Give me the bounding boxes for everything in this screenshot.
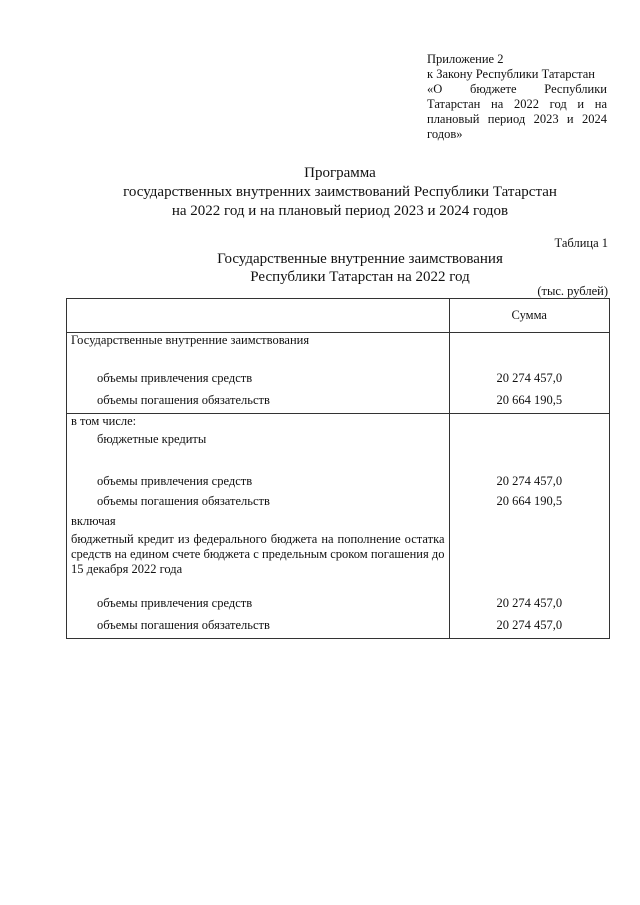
subtitle-line: Республики Татарстан на 2022 год	[250, 269, 470, 285]
row-value: 20 274 457,0	[449, 618, 610, 639]
row-value	[449, 414, 610, 433]
row-label: объемы привлечения средств	[67, 474, 450, 494]
table-row	[67, 474, 610, 494]
table-row	[67, 393, 610, 414]
title-line: Программа	[304, 165, 376, 181]
table-row	[67, 494, 610, 514]
row-value	[449, 432, 610, 474]
row-value: 20 274 457,0	[449, 474, 610, 494]
row-value	[449, 514, 610, 532]
appendix-line: к Закону Республики Татарстан	[427, 67, 595, 81]
table-subtitle	[80, 250, 640, 286]
table-row	[67, 333, 610, 372]
table-row	[67, 414, 610, 433]
appendix-line: «О бюджете Республики	[427, 82, 607, 96]
units-note: (тыс. рублей)	[537, 284, 608, 298]
table-row	[67, 532, 610, 596]
row-label: включая	[67, 514, 450, 532]
appendix-line: плановый период 2023 и 2024	[427, 112, 607, 126]
row-label: бюджетные кредиты	[67, 432, 450, 474]
appendix-line: Приложение 2	[427, 52, 504, 66]
row-value	[449, 333, 610, 372]
row-value: 20 274 457,0	[449, 371, 610, 393]
header-empty-cell	[67, 299, 450, 333]
table-row	[67, 618, 610, 639]
row-label: в том числе:	[67, 414, 450, 433]
title-line: государственных внутренних заимствований Республики Татарстан	[123, 184, 557, 200]
table-label: Таблица 1	[554, 236, 608, 250]
row-label: объемы погашения обязательств	[67, 494, 450, 514]
appendix-note	[427, 52, 607, 142]
row-label: бюджетный кредит из федерального бюджета на пополнение остатка средств на едином счете бюджета с предельным сроком погашения до 15 декабря 2022 года	[67, 532, 450, 596]
appendix-line: Татарстан на 2022 год и на	[427, 97, 607, 111]
row-label: объемы привлечения средств	[67, 371, 450, 393]
table-row	[67, 432, 610, 474]
document-title	[60, 164, 620, 221]
table-row	[67, 596, 610, 618]
title-line: на 2022 год и на плановый период 2023 и 2024 годов	[171, 203, 509, 219]
appendix-line: годов»	[427, 127, 463, 141]
row-value: 20 274 457,0	[449, 596, 610, 618]
table-row	[67, 371, 610, 393]
subtitle-line: Государственные внутренние заимствования	[217, 251, 503, 267]
table-row	[67, 514, 610, 532]
row-label: Государственные внутренние заимствования	[67, 333, 450, 372]
row-label: объемы погашения обязательств	[67, 618, 450, 639]
row-value	[449, 532, 610, 596]
row-label: объемы погашения обязательств	[67, 393, 450, 414]
borrowings-table	[66, 298, 610, 639]
row-value: 20 664 190,5	[449, 393, 610, 414]
row-label: объемы привлечения средств	[67, 596, 450, 618]
table-header-row	[67, 299, 610, 333]
row-value: 20 664 190,5	[449, 494, 610, 514]
header-sum-cell: Сумма	[449, 299, 610, 333]
